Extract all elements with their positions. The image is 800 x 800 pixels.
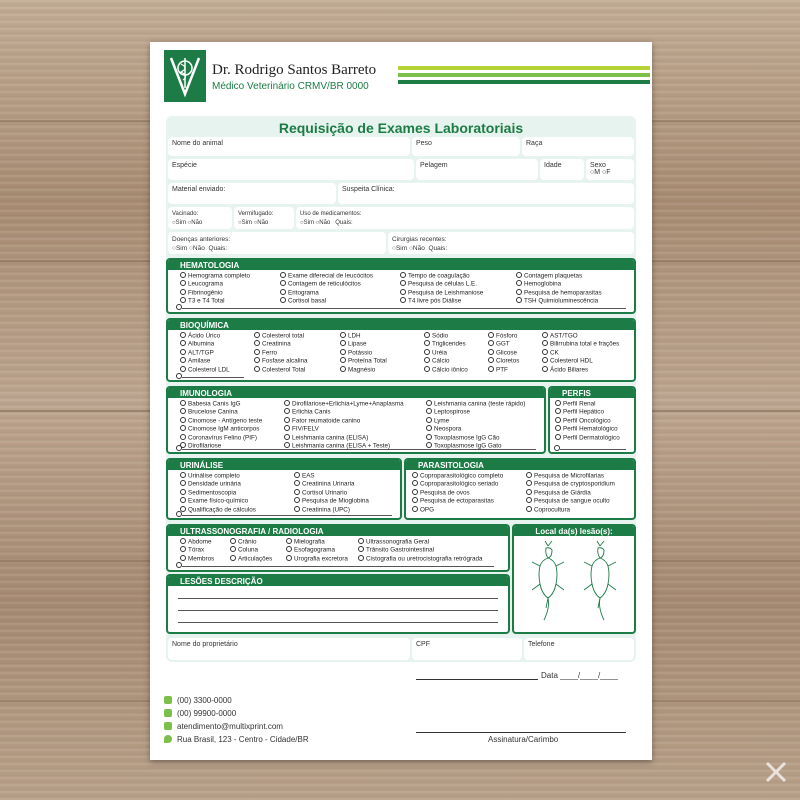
exam-checkbox[interactable]: Ferro xyxy=(254,349,308,357)
exam-checkbox[interactable]: Brucelose Canina xyxy=(180,408,262,416)
surgeries-yes-radio[interactable]: ○Sim xyxy=(392,245,408,252)
bioquimica-col-3 xyxy=(340,332,387,374)
species-field[interactable] xyxy=(168,159,414,180)
hematologia-section xyxy=(166,258,636,314)
weight-field[interactable] xyxy=(412,137,520,156)
urinalise-section xyxy=(166,458,402,520)
whatsapp-icon xyxy=(164,709,172,717)
exam-checkbox[interactable]: Potássio xyxy=(340,349,387,357)
exam-checkbox[interactable]: Cinomose IgM anticorpos xyxy=(180,425,262,433)
exam-checkbox[interactable]: OPG xyxy=(412,506,503,514)
exam-checkbox[interactable]: CK xyxy=(542,349,619,357)
bioquimica-col-6 xyxy=(542,332,619,374)
owner-name-field[interactable] xyxy=(168,638,410,660)
urinalise-other-line[interactable] xyxy=(182,515,392,516)
exam-checkbox[interactable]: Cistografia ou uretrocistografia retrógrada xyxy=(358,555,483,563)
lesoes-section xyxy=(166,574,510,634)
parasitologia-section xyxy=(404,458,636,520)
imunologia-section xyxy=(166,386,546,454)
bioquimica-col-2 xyxy=(254,332,308,374)
perfis-other-line[interactable] xyxy=(560,449,626,450)
lesoes-title: LESÕES DESCRIÇÃO xyxy=(168,576,508,586)
perfis-title: PERFIS xyxy=(550,388,634,398)
contact-phone1: (00) 3300-0000 xyxy=(164,696,232,705)
ultrassonografia-col-3 xyxy=(286,538,348,563)
exam-checkbox[interactable]: GGT xyxy=(488,340,519,348)
exam-checkbox[interactable]: Mielografia xyxy=(286,538,348,546)
bioquimica-title: BIOQUÍMICA xyxy=(168,320,634,330)
hematologia-col-2 xyxy=(280,272,373,306)
diseases-field[interactable] xyxy=(168,232,386,254)
signature-label: Assinatura/Carimbo xyxy=(488,735,559,744)
exam-checkbox[interactable]: Albumina xyxy=(180,340,230,348)
exam-checkbox[interactable]: Ácido Úrico xyxy=(180,332,230,340)
exam-checkbox[interactable]: Cortisol basal xyxy=(280,297,373,305)
ultrassonografia-col-4 xyxy=(358,538,483,563)
exam-checkbox[interactable]: Uréia xyxy=(424,349,468,357)
lesoes-line-1[interactable] xyxy=(178,598,498,599)
surgeries-field[interactable] xyxy=(388,232,634,254)
ultrassonografia-col-2 xyxy=(230,538,272,563)
animal-name-field[interactable] xyxy=(168,137,410,156)
lesoes-line-2[interactable] xyxy=(178,610,498,611)
dewormed-yes-radio[interactable]: ○Sim xyxy=(238,220,252,226)
urinalise-col-2 xyxy=(294,472,369,514)
ultrassonografia-title: ULTRASSONOGRAFIA / RADIOLOGIA xyxy=(168,526,508,536)
date-field[interactable]: Data ____/____/____ xyxy=(541,671,618,680)
exam-checkbox[interactable]: Leishmania canina (ELISA + Teste) xyxy=(284,442,404,450)
exam-checkbox[interactable]: Qualificação de cálculos xyxy=(180,506,256,514)
exam-checkbox[interactable]: TSH Quimioluminescência xyxy=(516,297,602,305)
exam-checkbox[interactable]: Perfil Hepático xyxy=(555,408,620,416)
exam-checkbox[interactable]: Tórax xyxy=(180,546,214,554)
dewormed-field[interactable] xyxy=(234,207,294,229)
urinalise-col-1 xyxy=(180,472,256,514)
exam-checkbox[interactable]: Coprocultura xyxy=(526,506,615,514)
exam-checkbox[interactable]: Lipase xyxy=(340,340,387,348)
hematologia-title: HEMATOLOGIA xyxy=(168,260,634,270)
exam-checkbox[interactable]: AST/TGO xyxy=(542,332,619,340)
vaccinated-yes-radio[interactable]: ○Sim xyxy=(172,220,186,226)
dog-silhouette-icon[interactable] xyxy=(514,538,634,634)
bioquimica-section xyxy=(166,318,636,382)
owner-cpf-field[interactable] xyxy=(412,638,522,660)
exam-checkbox[interactable]: Pesquisa de ectoparasitas xyxy=(412,497,503,505)
exam-checkbox[interactable]: T3 e T4 Total xyxy=(180,297,250,305)
exam-checkbox[interactable]: Pesquisa de cryptosporidium xyxy=(526,480,615,488)
lesion-location-title: Local da(s) lesão(s): xyxy=(514,526,634,536)
doctor-name: Dr. Rodrigo Santos Barreto xyxy=(212,62,377,78)
age-label: Idade xyxy=(544,162,562,169)
species-label: Espécie xyxy=(172,162,197,169)
exam-checkbox[interactable]: Ultrassonografia Geral xyxy=(358,538,483,546)
hematologia-col-3 xyxy=(400,272,483,306)
exam-checkbox[interactable]: Colesterol LDL xyxy=(180,366,230,374)
exam-checkbox[interactable]: Erlichia Canis xyxy=(284,408,404,416)
exam-checkbox[interactable]: Eritograma xyxy=(280,289,373,297)
exam-checkbox[interactable]: Perfil Renal xyxy=(555,400,620,408)
imunologia-other-line[interactable] xyxy=(182,449,536,450)
exam-checkbox[interactable]: Magnésio xyxy=(340,366,387,374)
exam-checkbox[interactable]: Dirofilariose xyxy=(180,442,262,450)
exam-checkbox[interactable]: FIV/FELV xyxy=(284,425,404,433)
exam-checkbox[interactable]: Coluna xyxy=(230,546,272,554)
exam-checkbox[interactable]: Exame físico-químico xyxy=(180,497,256,505)
exam-checkbox[interactable]: Cloretos xyxy=(488,357,519,365)
hematologia-col-1 xyxy=(180,272,250,306)
sex-f-radio[interactable]: ○F xyxy=(602,169,611,176)
exam-checkbox[interactable]: Fator reumatoide canino xyxy=(284,417,404,425)
parasitologia-col-2 xyxy=(526,472,615,514)
suspicion-label: Suspeita Clínica: xyxy=(342,186,395,193)
header-stripe-light xyxy=(398,73,650,77)
perfis-list xyxy=(555,400,620,442)
exam-checkbox[interactable]: Tempo de coagulação xyxy=(400,272,483,280)
dewormed-no-radio[interactable]: ○Não xyxy=(253,220,269,226)
header-stripe-lime xyxy=(398,66,650,70)
exam-checkbox[interactable]: Perfil Hematológico xyxy=(555,425,620,433)
lesion-location-section xyxy=(512,524,636,634)
surgeries-no-radio[interactable]: ○Não xyxy=(408,245,425,252)
sex-m-radio[interactable]: ○M xyxy=(590,169,601,176)
material-label: Material enviado: xyxy=(172,186,226,193)
medication-field[interactable] xyxy=(296,207,634,229)
exam-checkbox[interactable]: Colesterol total xyxy=(254,332,308,340)
exam-checkbox[interactable]: Articulações xyxy=(230,555,272,563)
exam-checkbox[interactable]: Urografia excretora xyxy=(286,555,348,563)
owner-cpf-label: CPF xyxy=(416,641,430,648)
form-title: Requisição de Exames Laboratoriais xyxy=(278,120,524,136)
breed-label: Raça xyxy=(526,140,543,147)
exam-checkbox[interactable]: Crânio xyxy=(230,538,272,546)
watermark-x-icon xyxy=(764,760,788,784)
exam-checkbox[interactable]: Membros xyxy=(180,555,214,563)
exam-checkbox[interactable]: Glicose xyxy=(488,349,519,357)
contact-phone2: (00) 99900-0000 xyxy=(164,709,236,718)
exam-checkbox[interactable]: ALT/TGP xyxy=(180,349,230,357)
bioquimica-col-5 xyxy=(488,332,519,374)
imunologia-title: IMUNOLOGIA xyxy=(168,388,544,398)
perfis-section xyxy=(548,386,636,454)
vaccinated-field[interactable] xyxy=(168,207,232,229)
exam-checkbox[interactable]: Pesquisa de Giárdia xyxy=(526,489,615,497)
medication-yes-radio[interactable]: ○Sim xyxy=(300,220,314,226)
exam-checkbox[interactable]: Urinálise completo xyxy=(180,472,256,480)
exam-checkbox[interactable]: PTF xyxy=(488,366,519,374)
diseases-label: Doenças anteriores: xyxy=(172,236,231,243)
exam-checkbox[interactable]: Triglicerides xyxy=(424,340,468,348)
dewormed-label: Vermifugado: xyxy=(238,211,274,217)
exam-checkbox[interactable]: Trânsito Gastrointestinal xyxy=(358,546,483,554)
hematologia-other-line[interactable] xyxy=(182,308,626,309)
owner-phone-field[interactable] xyxy=(524,638,634,660)
exam-checkbox[interactable]: Fosfase alcalina xyxy=(254,357,308,365)
exam-request-form xyxy=(150,42,652,760)
exam-checkbox[interactable]: Cortisol Urinario xyxy=(294,489,369,497)
exam-checkbox[interactable]: Leucograma xyxy=(180,280,250,288)
exam-checkbox[interactable]: Cálcio xyxy=(424,357,468,365)
surgeries-label: Cirurgias recentes: xyxy=(392,236,447,243)
exam-checkbox[interactable]: Neospora xyxy=(426,425,525,433)
hematologia-col-4 xyxy=(516,272,602,306)
exam-checkbox[interactable]: Babesia Canis IgG xyxy=(180,400,262,408)
location-pin-icon xyxy=(164,735,172,743)
exam-checkbox[interactable]: Toxoplasmose IgG Gato xyxy=(426,442,525,450)
exam-checkbox[interactable]: Densidade urinária xyxy=(180,480,256,488)
contact-address: Rua Brasil, 123 - Centro - Cidade/BR xyxy=(164,735,309,744)
exam-checkbox[interactable]: T4 livre pós Diálise xyxy=(400,297,483,305)
owner-name-label: Nome do proprietário xyxy=(172,641,238,648)
weight-label: Peso xyxy=(416,140,432,147)
exam-checkbox[interactable]: Contagem de reticulócitos xyxy=(280,280,373,288)
exam-checkbox[interactable]: Ácido Biliares xyxy=(542,366,619,374)
diseases-no-radio[interactable]: ○Não xyxy=(188,245,205,252)
exam-checkbox[interactable]: Colesterol HDL xyxy=(542,357,619,365)
exam-checkbox[interactable]: Sedimentoscopia xyxy=(180,489,256,497)
surgeries-which-label: Quais: xyxy=(428,245,448,252)
vaccinated-label: Vacinado: xyxy=(172,211,199,217)
urinalise-title: URINÁLISE xyxy=(168,460,400,470)
ultrassonografia-col-1 xyxy=(180,538,214,563)
exam-checkbox[interactable]: Colesterol Total xyxy=(254,366,308,374)
medication-no-radio[interactable]: ○Não xyxy=(315,220,331,226)
header-stripe-dark xyxy=(398,80,650,84)
exam-checkbox[interactable]: Creatinina (UPC) xyxy=(294,506,369,514)
ultrassonografia-section xyxy=(166,524,510,572)
exam-checkbox[interactable]: Fósforo xyxy=(488,332,519,340)
bioquimica-col-4 xyxy=(424,332,468,374)
exam-checkbox[interactable]: Sódio xyxy=(424,332,468,340)
exam-checkbox[interactable]: Coronavírus Felino (PIF) xyxy=(180,434,262,442)
sex-field[interactable] xyxy=(586,159,634,180)
owner-phone-label: Telefone xyxy=(528,641,555,648)
vaccinated-no-radio[interactable]: ○Não xyxy=(187,220,203,226)
exam-checkbox[interactable]: Creatinina Urinaria xyxy=(294,480,369,488)
contact-email: atendimento@multixprint.com xyxy=(164,722,283,731)
animal-name-label: Nome do animal xyxy=(172,140,223,147)
exam-checkbox[interactable]: Cinomose - Antígeno teste xyxy=(180,417,262,425)
exam-checkbox[interactable]: Toxoplasmose IgG Cão xyxy=(426,434,525,442)
diseases-yes-radio[interactable]: ○Sim xyxy=(172,245,188,252)
suspicion-field[interactable] xyxy=(338,183,634,204)
exam-checkbox[interactable]: Proteína Total xyxy=(340,357,387,365)
bioquimica-col-1 xyxy=(180,332,230,374)
material-field[interactable] xyxy=(168,183,336,204)
exam-checkbox[interactable]: Cálcio iônico xyxy=(424,366,468,374)
exam-checkbox[interactable]: Pesquisa de Leishmaniose xyxy=(400,289,483,297)
parasitologia-title: PARASITOLOGIA xyxy=(406,460,634,470)
phone-icon xyxy=(164,696,172,704)
exam-checkbox[interactable]: Perfil Dermatológico xyxy=(555,434,620,442)
exam-checkbox[interactable]: Exame diferecial de leucócitos xyxy=(280,272,373,280)
exam-checkbox[interactable]: Perfil Oncológico xyxy=(555,417,620,425)
exam-checkbox[interactable]: Pesquisa de ovos xyxy=(412,489,503,497)
parasitologia-col-1 xyxy=(412,472,503,514)
exam-checkbox[interactable]: Leishmania canina (teste rápido) xyxy=(426,400,525,408)
medication-label: Uso de medicamentos: xyxy=(300,211,362,217)
imunologia-col-2 xyxy=(284,400,404,450)
imunologia-col-3 xyxy=(426,400,525,450)
date-signature-line[interactable] xyxy=(416,679,538,680)
exam-checkbox[interactable]: Amilase xyxy=(180,357,230,365)
breed-field[interactable] xyxy=(522,137,634,156)
ultrassonografia-other-line[interactable] xyxy=(182,566,494,567)
coat-field[interactable] xyxy=(416,159,538,180)
signature-line[interactable] xyxy=(416,732,626,733)
exam-checkbox[interactable]: Pesquisa de sangue oculto xyxy=(526,497,615,505)
exam-checkbox[interactable]: Contagem plaquetas xyxy=(516,272,602,280)
vet-logo-icon xyxy=(164,50,206,102)
sex-label: Sexo xyxy=(590,162,606,169)
exam-checkbox[interactable]: Pesquisa de Mioglobina xyxy=(294,497,369,505)
age-field[interactable] xyxy=(540,159,584,180)
exam-checkbox[interactable]: Leptospirose xyxy=(426,408,525,416)
exam-checkbox[interactable]: EAS xyxy=(294,472,369,480)
exam-checkbox[interactable]: Creatinina xyxy=(254,340,308,348)
email-icon xyxy=(164,722,172,730)
doctor-crmv: Médico Veterinário CRMV/BR 0000 xyxy=(212,81,369,92)
exam-checkbox[interactable]: Fibrinogênio xyxy=(180,289,250,297)
coat-label: Pelagem xyxy=(420,162,448,169)
lesoes-line-3[interactable] xyxy=(178,622,498,623)
medication-which-label: Quais: xyxy=(335,220,353,226)
exam-checkbox[interactable]: Dirofilariose+Erlichia+Lyme+Anaplasma xyxy=(284,400,404,408)
bioquimica-other-line[interactable] xyxy=(182,377,244,378)
exam-checkbox[interactable]: Esofagograma xyxy=(286,546,348,554)
exam-checkbox[interactable]: Hemoglobina xyxy=(516,280,602,288)
diseases-which-label: Quais: xyxy=(208,245,228,252)
exam-checkbox[interactable]: Abdome xyxy=(180,538,214,546)
exam-checkbox[interactable]: Pesquisa de Microfilarias xyxy=(526,472,615,480)
exam-checkbox[interactable]: Lyme xyxy=(426,417,525,425)
exam-checkbox[interactable]: Hemograma completo xyxy=(180,272,250,280)
exam-checkbox[interactable]: Coproparasitológico seriado xyxy=(412,480,503,488)
exam-checkbox[interactable]: Pesquisa de células L.E. xyxy=(400,280,483,288)
exam-checkbox[interactable]: Bilirrubina total e frações xyxy=(542,340,619,348)
imunologia-col-1 xyxy=(180,400,262,450)
exam-checkbox[interactable]: Pesquisa de hemoparasitas xyxy=(516,289,602,297)
exam-checkbox[interactable]: Leishmania canina (ELISA) xyxy=(284,434,404,442)
exam-checkbox[interactable]: LDH xyxy=(340,332,387,340)
exam-checkbox[interactable]: Coproparasitológico completo xyxy=(412,472,503,480)
